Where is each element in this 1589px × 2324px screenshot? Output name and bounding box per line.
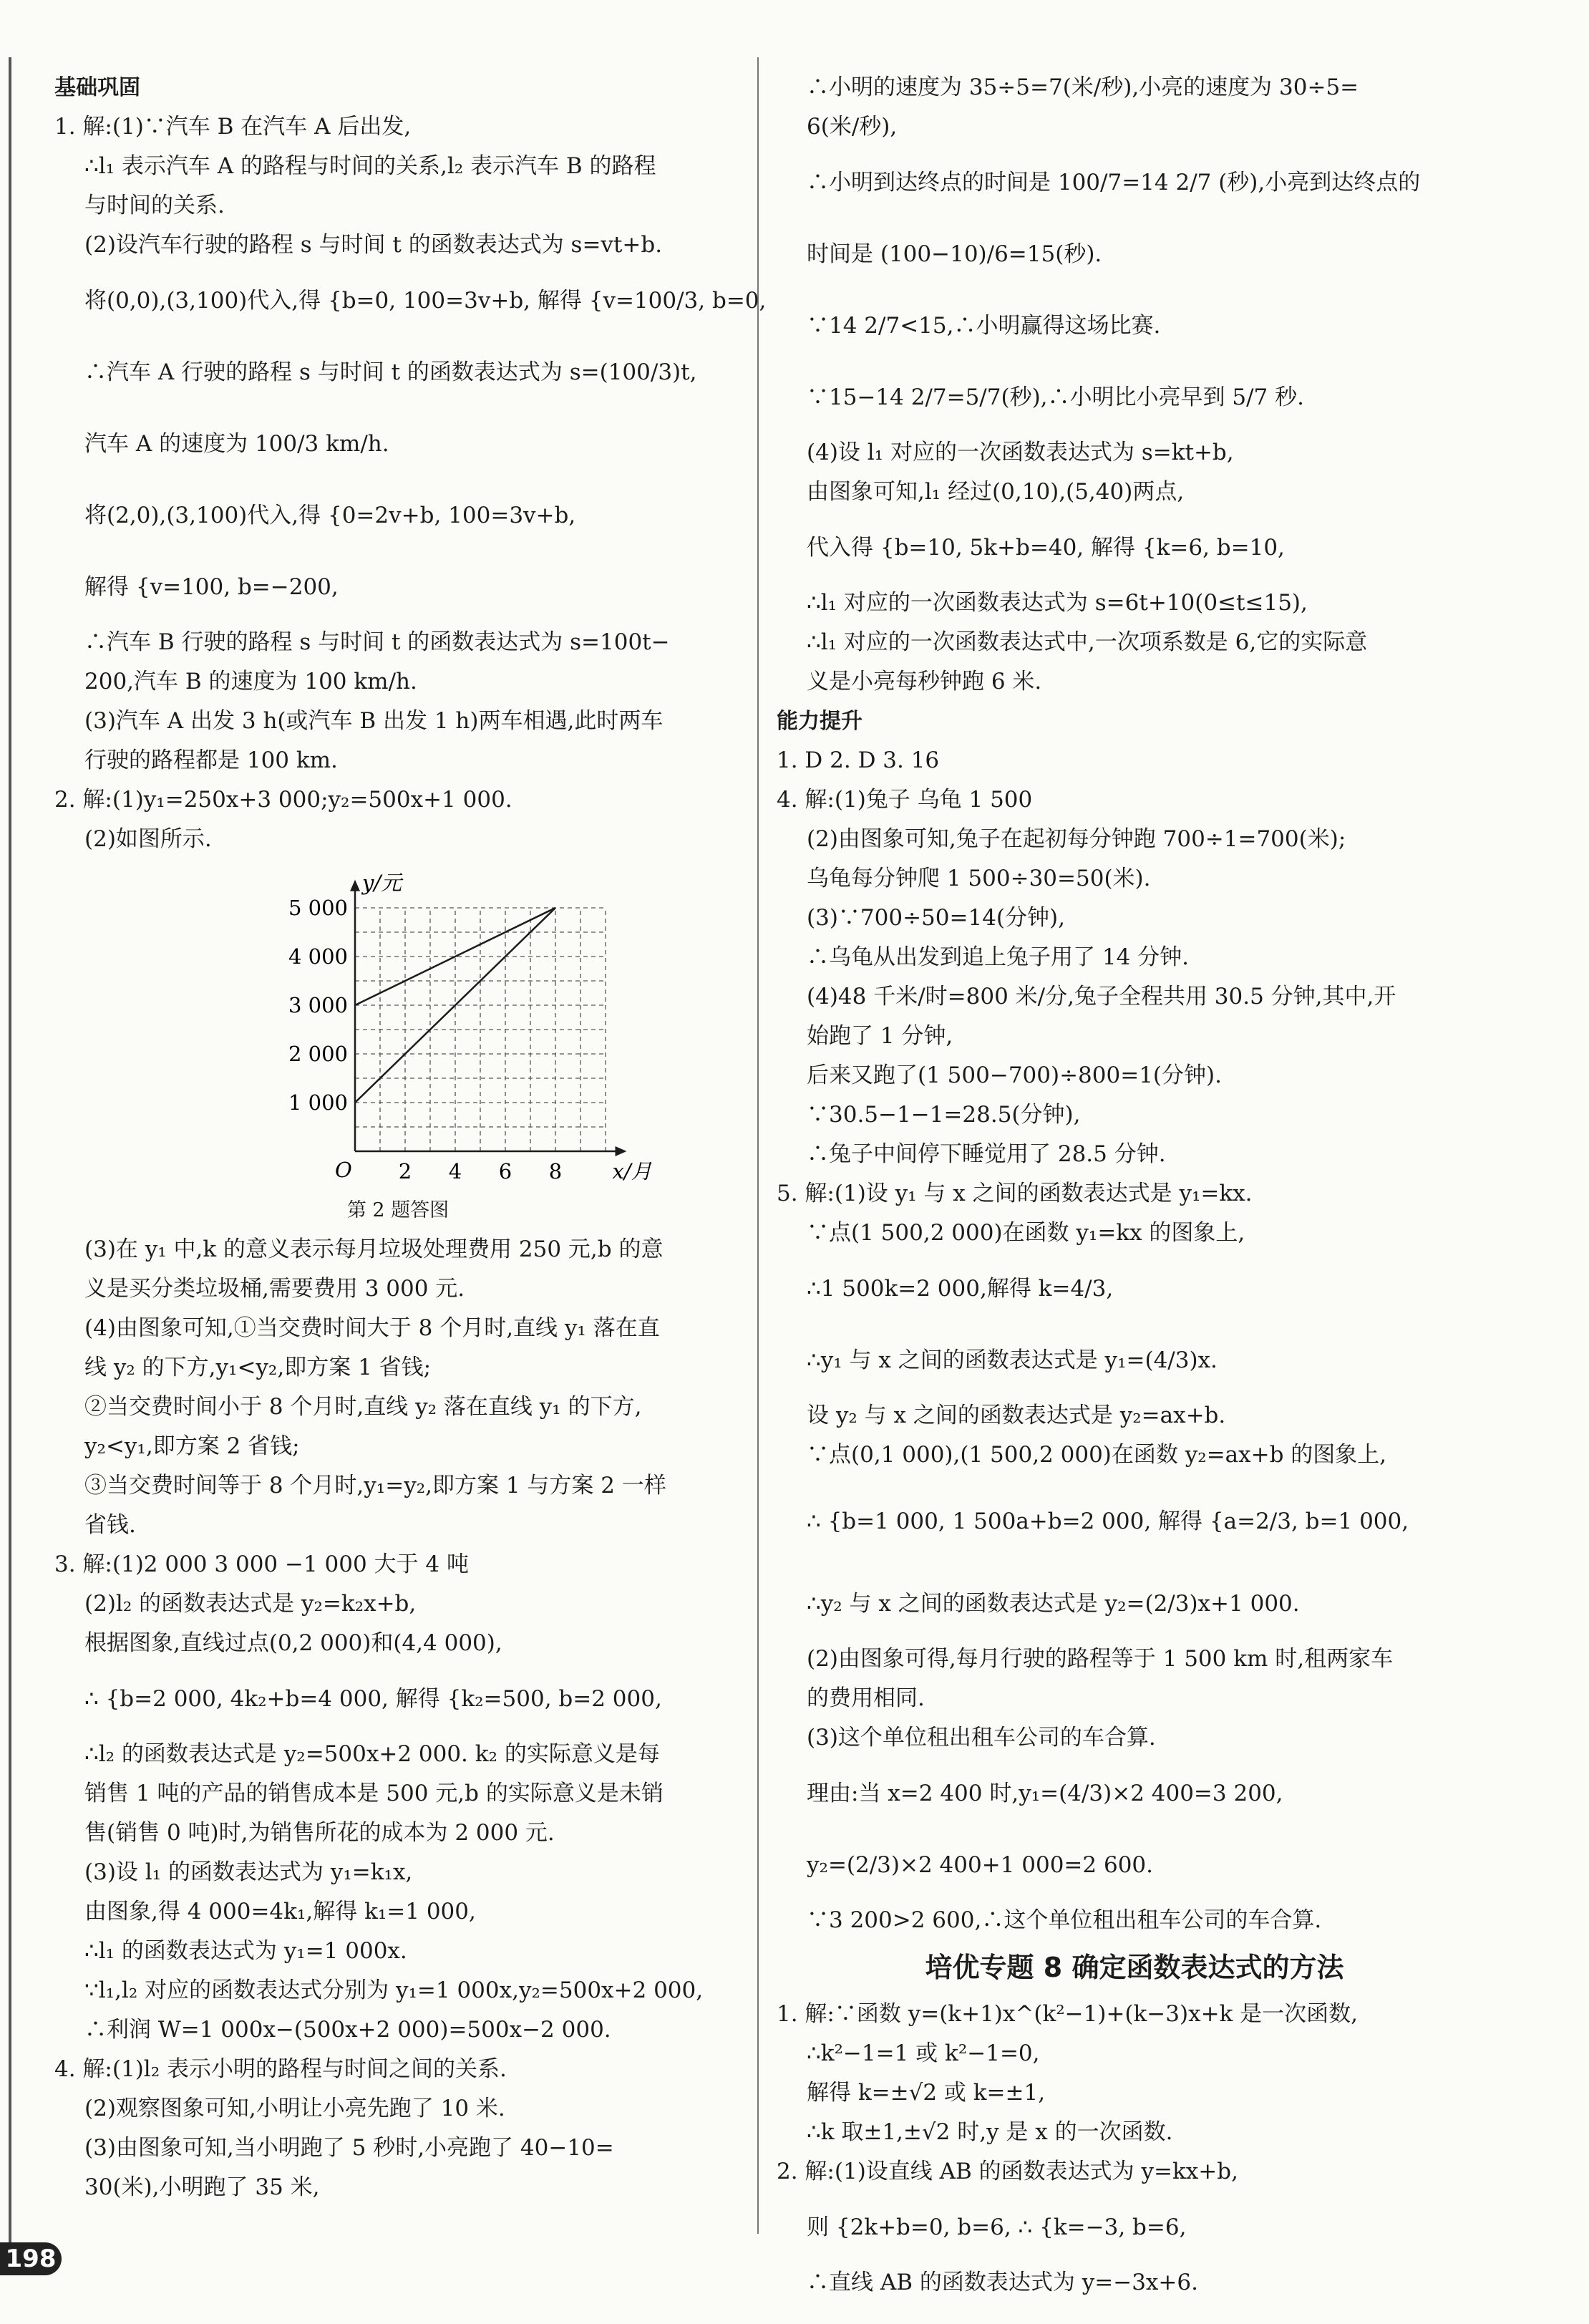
column-divider — [757, 57, 759, 2234]
text-line: ②当交费时间小于 8 个月时,直线 y₂ 落在直线 y₁ 的下方, — [84, 1394, 642, 1420]
text-line: (2)观察图象可知,小明让小亮先跑了 10 米. — [84, 2096, 505, 2121]
text-line: ∴小明的速度为 35÷5=7(米/秒),小亮的速度为 30÷5= — [807, 74, 1359, 100]
text-line: ∴ {b=2 000, 4k₂+b=4 000, 解得 {k₂=500, b=2 000, — [84, 1686, 662, 1712]
text-line: ∴k 取±1,±√2 时,y 是 x 的一次函数. — [807, 2119, 1173, 2145]
text-line: ∴l₁ 对应的一次函数表达式中,一次项系数是 6,它的实际意 — [807, 629, 1368, 655]
left-lines-b — [54, 1230, 742, 2207]
chart-caption: 第 2 题答图 — [346, 1199, 450, 1221]
heading-ability-improvement: 能力提升 — [777, 709, 862, 734]
left-column — [54, 68, 767, 2207]
text-line: ∴y₂ 与 x 之间的函数表达式是 y₂=(2/3)x+1 000. — [807, 1591, 1300, 1617]
text-line: 与时间的关系. — [84, 193, 225, 218]
page-number: 198 — [0, 2242, 62, 2275]
text-line: 将(2,0),(3,100)代入,得 {0=2v+b, 100=3v+b, — [84, 503, 576, 528]
text-line: ∵点(1 500,2 000)在函数 y₁=kx 的图象上, — [807, 1220, 1245, 1246]
x-tick-label: 4 — [448, 1159, 462, 1183]
origin-label: O — [335, 1158, 352, 1182]
section-title: 培优专题 8 确定函数表达式的方法 — [925, 1952, 1344, 1983]
text-line: 的费用相同. — [807, 1685, 925, 1711]
y-tick-label: 2 000 — [288, 1042, 348, 1066]
text-line: (3)汽车 A 出发 3 h(或汽车 B 出发 1 h)两车相遇,此时两车 — [84, 708, 664, 734]
y-tick-label: 5 000 — [288, 896, 348, 920]
x-tick-label: 6 — [498, 1159, 512, 1183]
text-line: (3)由图象可知,当小明跑了 5 秒时,小亮跑了 40−10= — [84, 2135, 614, 2161]
text-line: ③当交费时间等于 8 个月时,y₁=y₂,即方案 1 与方案 2 一样 — [84, 1473, 666, 1499]
text-line: 4. 解:(1)l₂ 表示小明的路程与时间之间的关系. — [54, 2056, 507, 2082]
text-line: ∵30.5−1−1=28.5(分钟), — [807, 1102, 1081, 1128]
text-line: (4)由图象可知,①当交费时间大于 8 个月时,直线 y₁ 落在直 — [84, 1315, 660, 1341]
text-line: ∴小明到达终点的时间是 100/7=14 2/7 (秒),小亮到达终点的 — [807, 170, 1421, 195]
text-line: ∴乌龟从出发到追上兔子用了 14 分钟. — [807, 944, 1190, 970]
y-tick-label: 4 000 — [288, 944, 348, 969]
x-axis-label: x/月 — [612, 1159, 652, 1183]
text-line: (3)∵700÷50=14(分钟), — [807, 905, 1065, 931]
text-line: (3)这个单位租出租车公司的车合算. — [807, 1725, 1156, 1751]
text-line: 4. 解:(1)兔子 乌龟 1 500 — [777, 787, 1033, 813]
text-line: 汽车 A 的速度为 100/3 km/h. — [84, 431, 389, 457]
text-line: 5. 解:(1)设 y₁ 与 x 之间的函数表达式是 y₁=kx. — [777, 1181, 1253, 1206]
text-line: ∴ {b=1 000, 1 500a+b=2 000, 解得 {a=2/3, b=1 000, — [807, 1509, 1409, 1534]
text-line: ∴k²−1=1 或 k²−1=0, — [807, 2040, 1040, 2066]
text-line: 解得 k=±√2 或 k=±1, — [807, 2080, 1046, 2106]
text-line: 1. 解:(1)∵汽车 B 在汽车 A 后出发, — [54, 114, 412, 140]
y-tick-label: 3 000 — [288, 993, 348, 1017]
text-line: 解得 {v=100, b=−200, — [84, 574, 339, 600]
text-line: 售(销售 0 吨)时,为销售所花的成本为 2 000 元. — [84, 1820, 555, 1846]
text-line: 则 {2k+b=0, b=6, ∴ {k=−3, b=6, — [807, 2214, 1187, 2240]
margin-rule — [9, 57, 11, 2262]
text-line: 设 y₂ 与 x 之间的函数表达式是 y₂=ax+b. — [807, 1403, 1226, 1428]
text-line: 时间是 (100−10)/6=15(秒). — [807, 241, 1102, 267]
text-line: (3)在 y₁ 中,k 的意义表示每月垃圾处理费用 250 元,b 的意 — [84, 1236, 664, 1262]
text-line: 由图象,得 4 000=4k₁,解得 k₁=1 000, — [84, 1899, 476, 1924]
text-line: ∴兔子中间停下睡觉用了 28.5 分钟. — [807, 1141, 1166, 1167]
text-line: (2)设汽车行驶的路程 s 与时间 t 的函数表达式为 s=vt+b. — [84, 232, 663, 258]
text-line: 销售 1 吨的产品的销售成本是 500 元,b 的实际意义是未销 — [84, 1781, 664, 1806]
text-line: 省钱. — [84, 1512, 136, 1538]
text-line: 理由:当 x=2 400 时,y₁=(4/3)×2 400=3 200, — [807, 1781, 1283, 1806]
text-line: 1. D 2. D 3. 16 — [777, 747, 940, 773]
text-line: 义是买分类垃圾桶,需要费用 3 000 元. — [84, 1276, 465, 1302]
text-line: 义是小亮每秒钟跑 6 米. — [807, 669, 1042, 694]
text-line: (4)设 l₁ 对应的一次函数表达式为 s=kt+b, — [807, 440, 1234, 465]
text-line: y₂<y₁,即方案 2 省钱; — [84, 1433, 300, 1459]
text-line: 2. 解:(1)设直线 AB 的函数表达式为 y=kx+b, — [777, 2159, 1238, 2184]
text-line: ∴y₁ 与 x 之间的函数表达式是 y₁=(4/3)x. — [807, 1347, 1218, 1373]
text-line: 后来又跑了(1 500−700)÷800=1(分钟). — [807, 1062, 1222, 1088]
text-line: 根据图象,直线过点(0,2 000)和(4,4 000), — [84, 1630, 502, 1656]
text-line: y₂=(2/3)×2 400+1 000=2 600. — [807, 1852, 1154, 1878]
x-axis-arrow — [616, 1146, 627, 1156]
chart-marks — [288, 896, 562, 1183]
right-column — [777, 68, 1492, 2303]
text-line: 6(米/秒), — [807, 114, 898, 140]
text-line: (4)48 千米/时=800 米/分,兔子全程共用 30.5 分钟,其中,开 — [807, 984, 1396, 1010]
text-line: 1. 解:∵函数 y=(k+1)x^(k²−1)+(k−3)x+k 是一次函数, — [777, 2001, 1359, 2027]
y-tick-label: 1 000 — [288, 1090, 348, 1115]
text-line: ∵点(0,1 000),(1 500,2 000)在函数 y₂=ax+b 的图象上, — [807, 1442, 1387, 1468]
text-line: 2. 解:(1)y₁=250x+3 000;y₂=500x+1 000. — [54, 787, 512, 813]
text-line: 3. 解:(1)2 000 3 000 −1 000 大于 4 吨 — [54, 1551, 469, 1577]
text-line: ∴l₂ 的函数表达式是 y₂=500x+2 000. k₂ 的实际意义是每 — [84, 1741, 660, 1767]
text-line: (2)由图象可得,每月行驶的路程等于 1 500 km 时,租两家车 — [807, 1646, 1394, 1672]
text-line: ∴汽车 B 行驶的路程 s 与时间 t 的函数表达式为 s=100t− — [84, 629, 670, 655]
right-lines-a — [777, 68, 1492, 702]
answer-chart — [219, 865, 663, 1194]
text-line: ∵15−14 2/7=5/7(秒),∴小明比小亮早到 5/7 秒. — [807, 384, 1304, 410]
text-line: ∴l₁ 表示汽车 A 的路程与时间的关系,l₂ 表示汽车 B 的路程 — [84, 153, 656, 179]
text-line: ∴汽车 A 行驶的路程 s 与时间 t 的函数表达式为 s=(100/3)t, — [84, 359, 697, 385]
heading-basic-consolidation: 基础巩固 — [54, 75, 140, 100]
text-line: (2)l₂ 的函数表达式是 y₂=k₂x+b, — [84, 1591, 417, 1617]
text-line: 始跑了 1 分钟, — [807, 1023, 953, 1049]
text-line: ∴l₁ 的函数表达式为 y₁=1 000x. — [84, 1938, 407, 1964]
text-line: ∴利润 W=1 000x−(500x+2 000)=500x−2 000. — [84, 2017, 611, 2043]
text-line: 乌龟每分钟爬 1 500÷30=50(米). — [807, 866, 1151, 891]
text-line: (3)设 l₁ 的函数表达式为 y₁=k₁x, — [84, 1859, 413, 1885]
text-line: ∴l₁ 对应的一次函数表达式为 s=6t+10(0≤t≤15), — [807, 590, 1308, 616]
text-line: 将(0,0),(3,100)代入,得 {b=0, 100=3v+b, 解得 {v=100/3, b=0, — [84, 288, 767, 314]
text-line: 200,汽车 B 的速度为 100 km/h. — [84, 669, 417, 694]
text-line: ∵14 2/7<15,∴小明赢得这场比赛. — [807, 313, 1161, 339]
text-line: 由图象可知,l₁ 经过(0,10),(5,40)两点, — [807, 479, 1185, 505]
y-axis-arrow — [350, 880, 360, 891]
right-lines-c — [777, 1995, 1492, 2303]
text-line: 代入得 {b=10, 5k+b=40, 解得 {k=6, b=10, — [807, 535, 1285, 561]
text-line: ∵l₁,l₂ 对应的函数表达式分别为 y₁=1 000x,y₂=500x+2 000, — [84, 1977, 704, 2003]
text-line: ∵3 200>2 600,∴这个单位租出租车公司的车合算. — [807, 1907, 1322, 1933]
right-lines-b — [777, 741, 1492, 1940]
text-line: (2)如图所示. — [84, 826, 212, 852]
x-tick-label: 8 — [548, 1159, 563, 1183]
text-line: (2)由图象可知,兔子在起初每分钟跑 700÷1=700(米); — [807, 826, 1346, 852]
text-line: 30(米),小明跑了 35 米, — [84, 2174, 320, 2200]
text-line: ∴1 500k=2 000,解得 k=4/3, — [807, 1276, 1114, 1302]
left-lines-a — [54, 107, 767, 859]
y-axis-label: y/元 — [362, 870, 402, 895]
text-line: 线 y₂ 的下方,y₁<y₂,即方案 1 省钱; — [84, 1355, 432, 1380]
text-line: ∴直线 AB 的函数表达式为 y=−3x+6. — [807, 2270, 1198, 2295]
text-line: 行驶的路程都是 100 km. — [84, 747, 338, 773]
x-tick-label: 2 — [398, 1159, 412, 1183]
